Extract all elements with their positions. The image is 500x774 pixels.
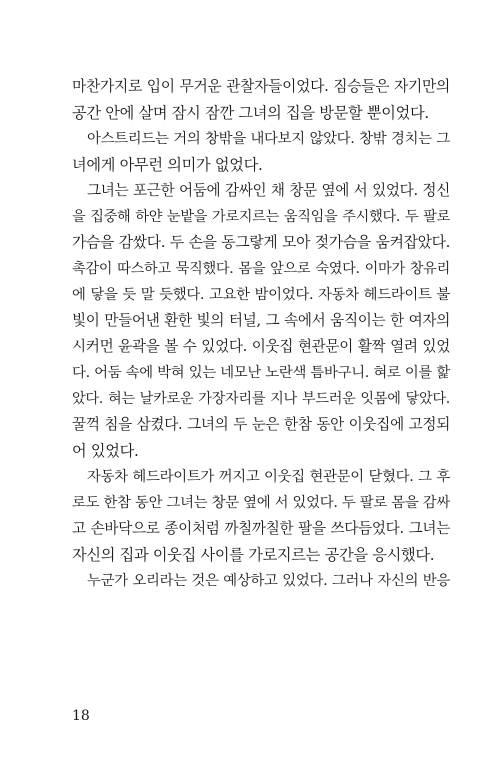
text-line: 자신의 집과 이웃집 사이를 가로지르는 공간을 응시했다.: [72, 546, 435, 564]
text-line: 녀에게 아무런 의미가 없었다.: [72, 156, 263, 174]
text-line: 다. 어둠 속에 박혀 있는 네모난 노란색 틈바구니. 혀로 이를 핥: [72, 365, 450, 381]
text-line: 로도 한참 동안 그녀는 창문 옆에 서 있었다. 두 팔로 몸을 감싸: [72, 495, 450, 511]
text-line: 가슴을 감쌌다. 두 손을 동그랗게 모아 젖가슴을 움켜잡았다.: [72, 234, 450, 251]
page-body: [72, 74, 450, 594]
text-line: 시커먼 윤곽을 볼 수 있었다. 이웃집 현관문이 활짝 열려 있었: [72, 338, 450, 355]
paragraph-start-line: 아스트리드는 거의 창밖을 내다보지 않았다. 창밖 경치는 그: [87, 131, 450, 147]
text-line: 마찬가지로 입이 무거운 관찰자들이었다. 짐승들은 자기만의: [72, 78, 450, 95]
text-line: 어 있었다.: [72, 442, 139, 460]
text-line: 았다. 혀는 날카로운 가장자리를 지나 부드러운 잇몸에 닿았다.: [72, 391, 450, 407]
paragraph-start-line: 자동차 헤드라이트가 꺼지고 이웃집 현관문이 닫혔다. 그 후: [87, 469, 450, 485]
paragraph-start-line: 누군가 오리라는 것은 예상하고 있었다. 그러나 자신의 반응: [87, 573, 450, 589]
page-number: 18: [72, 708, 90, 724]
text-line: 고 손바닥으로 종이처럼 까칠까칠한 팔을 쓰다듬었다. 그녀는: [72, 520, 450, 537]
text-line: 공간 안에 살며 잠시 잠깐 그녀의 집을 방문할 뿐이었다.: [72, 104, 429, 122]
text-line: 빛이 만들어낸 환한 빛의 터널, 그 속에서 움직이는 한 여자의: [72, 312, 450, 329]
paragraph-start-line: 그녀는 포근한 어둠에 감싸인 채 창문 옆에 서 있었다. 정신: [87, 182, 450, 199]
text-line: 을 집중해 하얀 눈밭을 가로지르는 움직임을 주시했다. 두 팔로: [72, 209, 450, 225]
text-line: 에 닿을 듯 말 듯했다. 고요한 밤이었다. 자동차 헤드라이트 불: [72, 287, 450, 303]
text-line: 꿀꺽 침을 삼켰다. 그녀의 두 눈은 한참 동안 이웃집에 고정되: [72, 416, 450, 433]
text-line: 촉감이 따스하고 묵직했다. 몸을 앞으로 숙였다. 이마가 창유리: [72, 261, 450, 277]
